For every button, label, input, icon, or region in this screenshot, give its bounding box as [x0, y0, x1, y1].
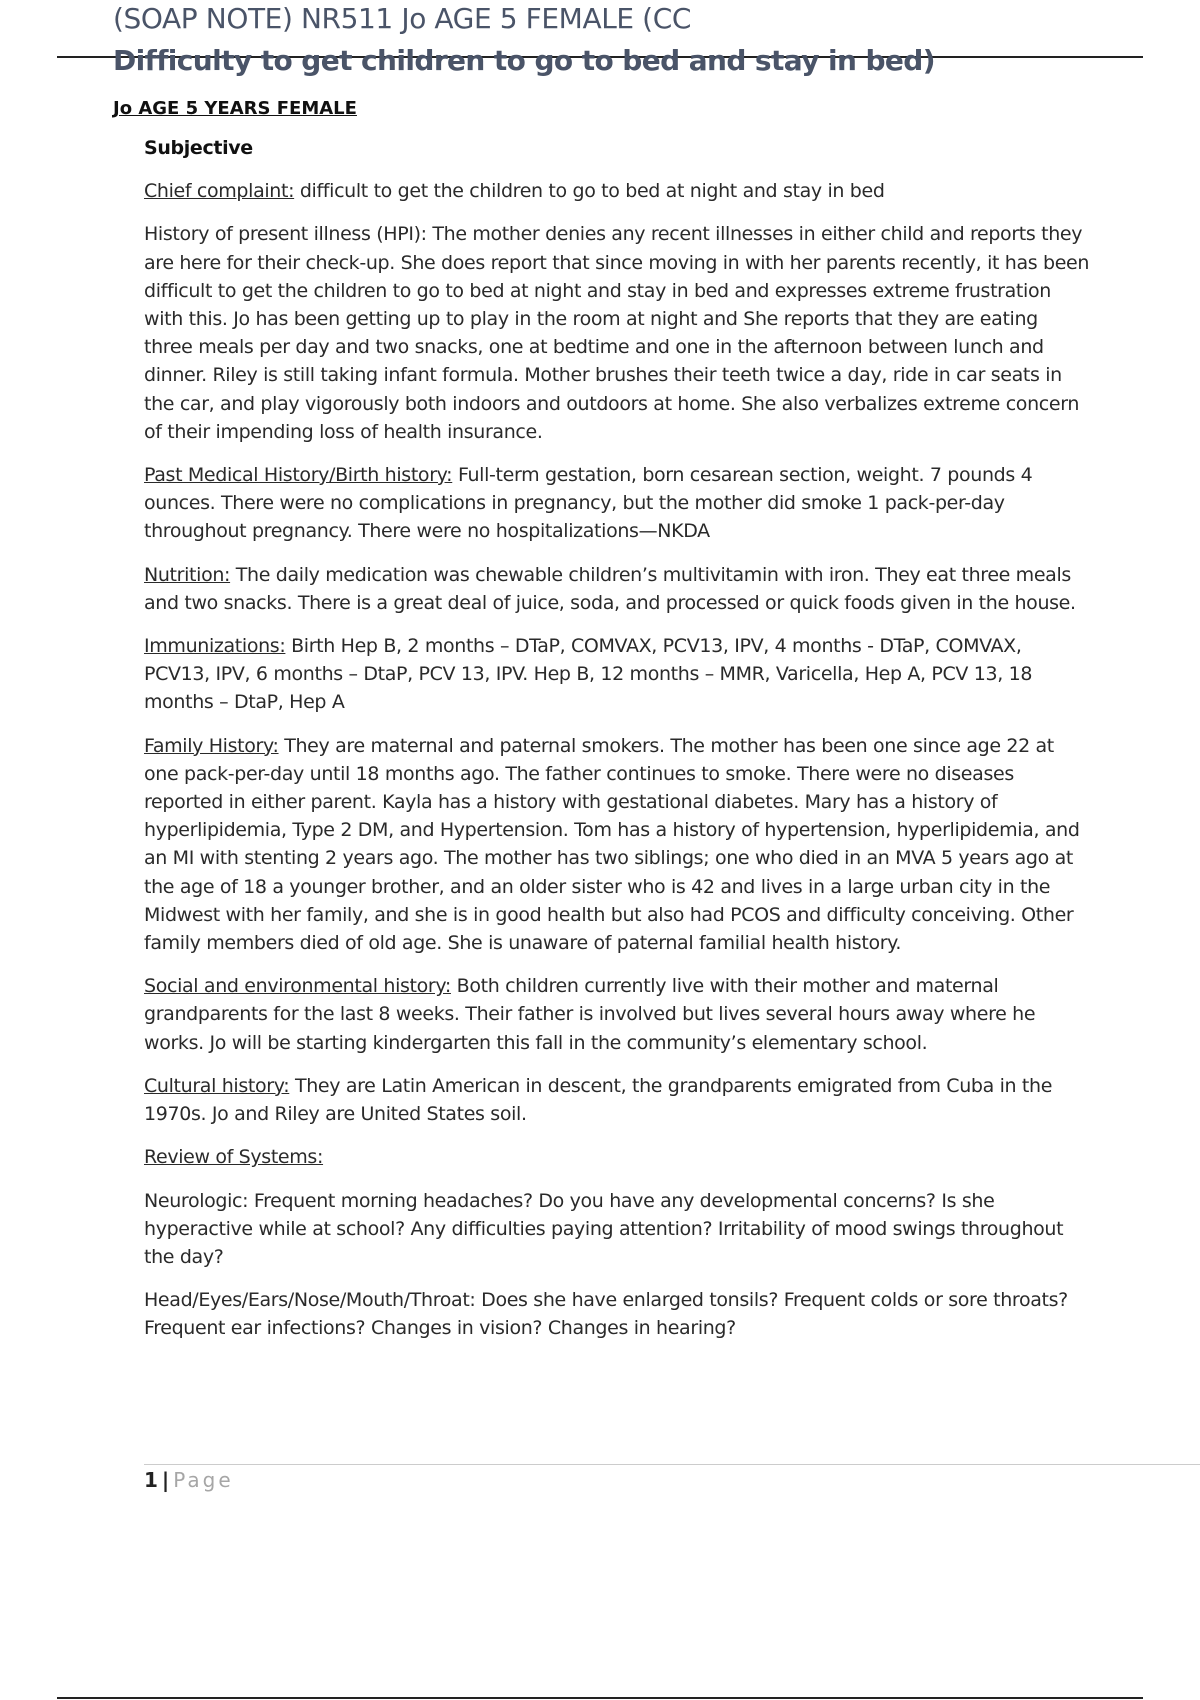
document-title-line-2: Difficulty to get children to go to bed and stay in bed) [113, 44, 935, 77]
nutrition-label: Nutrition: [144, 563, 231, 586]
pmh-label: Past Medical History/Birth history: [144, 464, 453, 487]
chief-complaint-text: difficult to get the children to go to bed at night and stay in bed [294, 180, 885, 203]
family-history-text: They are maternal and paternal smokers. The mother has been one since age 22 at one pack-per-day until 18 months ago. The father continues to smoke. There were no diseases reported in either parent. Kayla has a history with gestational diabetes. Mary has a history of hyperlipidemia, Type 2 DM, and Hypertension. Tom has a history of hypertension, hyperlipidemia, and an MI with stenting 2 years ago. The mother has two siblings; one who died in an MVA 5 years ago at the age of 18 a younger brother, and an older sister who is 42 and lives in a large urban city in the Midwest with her family, and she is in good health but also had PCOS and difficulty conceiving. Other family members died of old age. She is unaware of paternal familial health history. [144, 734, 1080, 955]
subjective-heading: Subjective [144, 137, 253, 159]
family-history-label: Family History: [144, 734, 279, 757]
chief-complaint-label: Chief complaint: [144, 180, 295, 203]
immunizations-paragraph [144, 632, 1090, 717]
patient-heading: Jo AGE 5 YEARS FEMALE [113, 98, 357, 119]
cultural-history-label: Cultural history: [144, 1074, 290, 1097]
nutrition-paragraph [144, 561, 1090, 617]
pmh-paragraph [144, 461, 1090, 546]
social-history-paragraph [144, 972, 1090, 1057]
immunizations-label: Immunizations: [144, 635, 286, 658]
heent-paragraph: Head/Eyes/Ears/Nose/Mouth/Throat: Does she have enlarged tonsils? Frequent colds or sore throats? Frequent ear infections? Changes in vision? Changes in hearing? [144, 1289, 1068, 1340]
footer-divider [144, 1464, 1200, 1465]
social-history-text: Both children currently live with their mother and maternal grandparents for the last 8 weeks. Their father is involved but lives several hours away where he works. Jo will be starting kindergarten this fall in the community’s elementary school. [144, 975, 1036, 1054]
bottom-page-divider [57, 1697, 1143, 1699]
cultural-history-text: They are Latin American in descent, the grandparents emigrated from Cuba in the 1970s. Jo and Riley are United States soil. [144, 1074, 1053, 1126]
footer-separator: | [161, 1468, 170, 1492]
page-label: Page [173, 1468, 234, 1492]
document-title-line-1: (SOAP NOTE) NR511 Jo AGE 5 FEMALE (CC [113, 2, 692, 35]
cultural-history-paragraph [144, 1072, 1090, 1128]
soap-note-body [144, 134, 1090, 1358]
family-history-paragraph [144, 732, 1090, 958]
ros-label: Review of Systems: [144, 1146, 324, 1169]
social-history-label: Social and environmental history: [144, 975, 451, 998]
nutrition-text: The daily medication was chewable children’s multivitamin with iron. They eat three meals and two snacks. There is a great deal of juice, soda, and processed or quick foods given in the house. [144, 563, 1076, 614]
immunizations-text: Birth Hep B, 2 months – DTaP, COMVAX, PCV13, IPV, 4 months - DTaP, COMVAX, PCV13, IPV, 6 months – DtaP, PCV 13, IPV. Hep B, 12 months – MMR, Varicella, Hep A, PCV 13, 18 months – DtaP, Hep A [144, 635, 1033, 714]
chief-complaint-paragraph [144, 177, 1090, 205]
page-number: 1 [144, 1468, 158, 1492]
pmh-text: Full-term gestation, born cesarean section, weight. 7 pounds 4 ounces. There were no complications in pregnancy, but the mother did smoke 1 pack-per-day throughout pregnancy. There were no hospitalizations—NKDA [144, 464, 1033, 543]
page-footer [144, 1468, 234, 1492]
neurologic-paragraph: Neurologic: Frequent morning headaches? Do you have any developmental concerns? Is she hyperactive while at school? Any difficulties paying attention? Irritability of mood swings throughout the day? [144, 1189, 1064, 1268]
hpi-paragraph: History of present illness (HPI): The mother denies any recent illnesses in either child and reports they are here for their check-up. She does report that since moving in with her parents recently, it has been difficult to get the children to go to bed at night and stay in bed and expresses extreme frustration with this. Jo has been getting up to play in the room at night and She reports that they are eating three meals per day and two snacks, one at bedtime and one in the afternoon between lunch and dinner. Riley is still taking infant formula. Mother brushes their teeth twice a day, ride in car seats in the car, and play vigorously both indoors and outdoors at home. She also verbalizes extreme concern of their impending loss of health insurance. [144, 223, 1090, 443]
ros-paragraph [144, 1143, 1090, 1171]
